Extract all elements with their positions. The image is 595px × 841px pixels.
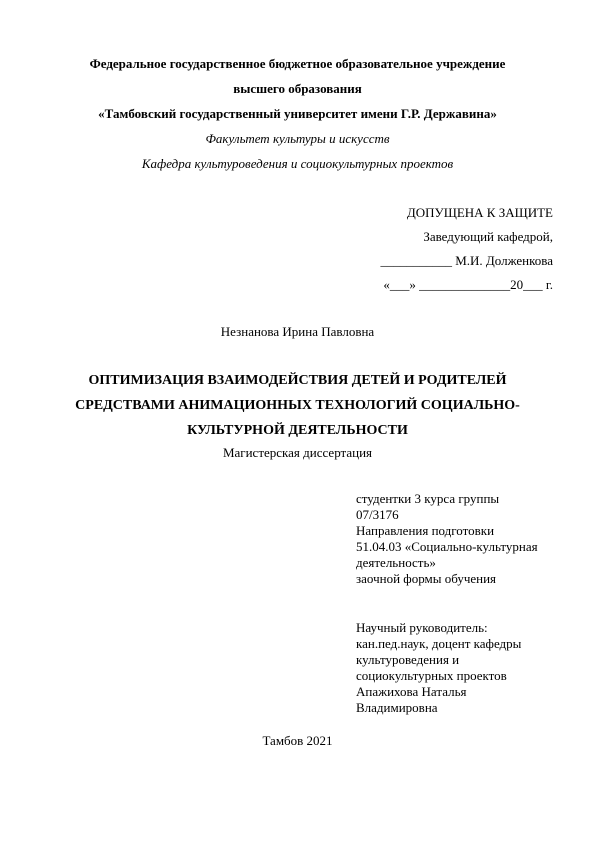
supervisor-info-line: социокультурных проектов	[356, 668, 507, 683]
author-name: Незнанова Ирина Павловна	[220, 324, 375, 339]
faculty-name: Факультет культуры и искусств	[205, 131, 390, 146]
student-info-line: 51.04.03 «Социально-культурная	[356, 539, 538, 554]
supervisor-info-line: Владимировна	[356, 700, 438, 715]
supervisor-info-line: Научный руководитель:	[356, 620, 488, 635]
student-info-line: Направления подготовки	[356, 523, 495, 538]
approval-date: «___» ______________20___ г.	[383, 277, 553, 292]
thesis-title-line-1: ОПТИМИЗАЦИЯ ВЗАИМОДЕЙСТВИЯ ДЕТЕЙ И РОДИТЕЛЕЙ	[88, 373, 507, 388]
supervisor-info-line: Апажихова Наталья	[356, 684, 467, 699]
institution-line-2: высшего образования	[233, 81, 362, 96]
supervisor-info-line: культуроведения и	[356, 652, 460, 667]
student-info-line: студентки 3 курса группы	[356, 491, 500, 506]
thesis-title-line-3: КУЛЬТУРНОЙ ДЕЯТЕЛЬНОСТИ	[187, 423, 408, 438]
thesis-title-line-2: СРЕДСТВАМИ АНИМАЦИОННЫХ ТЕХНОЛОГИЙ СОЦИАЛЬНО-	[75, 398, 520, 413]
student-info	[356, 491, 538, 587]
student-info-line: 07/3176	[356, 507, 399, 522]
department-name: Кафедра культуроведения и социокультурных проектов	[141, 156, 454, 171]
student-info-line: деятельность»	[356, 555, 436, 570]
university-name: «Тамбовский государственный университет имени Г.Р. Державина»	[98, 106, 497, 121]
approval-position: Заведующий кафедрой,	[423, 229, 553, 244]
student-info-line: заочной формы обучения	[356, 571, 497, 586]
city-year: Тамбов 2021	[262, 733, 333, 748]
approval-title: ДОПУЩЕНА К ЗАЩИТЕ	[406, 205, 553, 220]
approval-signature: ___________ М.И. Долженкова	[380, 253, 553, 268]
thesis-type: Магистерская диссертация	[222, 445, 373, 460]
institution-line-1: Федеральное государственное бюджетное образовательное учреждение	[89, 56, 506, 71]
supervisor-info	[356, 620, 521, 716]
supervisor-info-line: кан.пед.наук, доцент кафедры	[356, 636, 522, 651]
